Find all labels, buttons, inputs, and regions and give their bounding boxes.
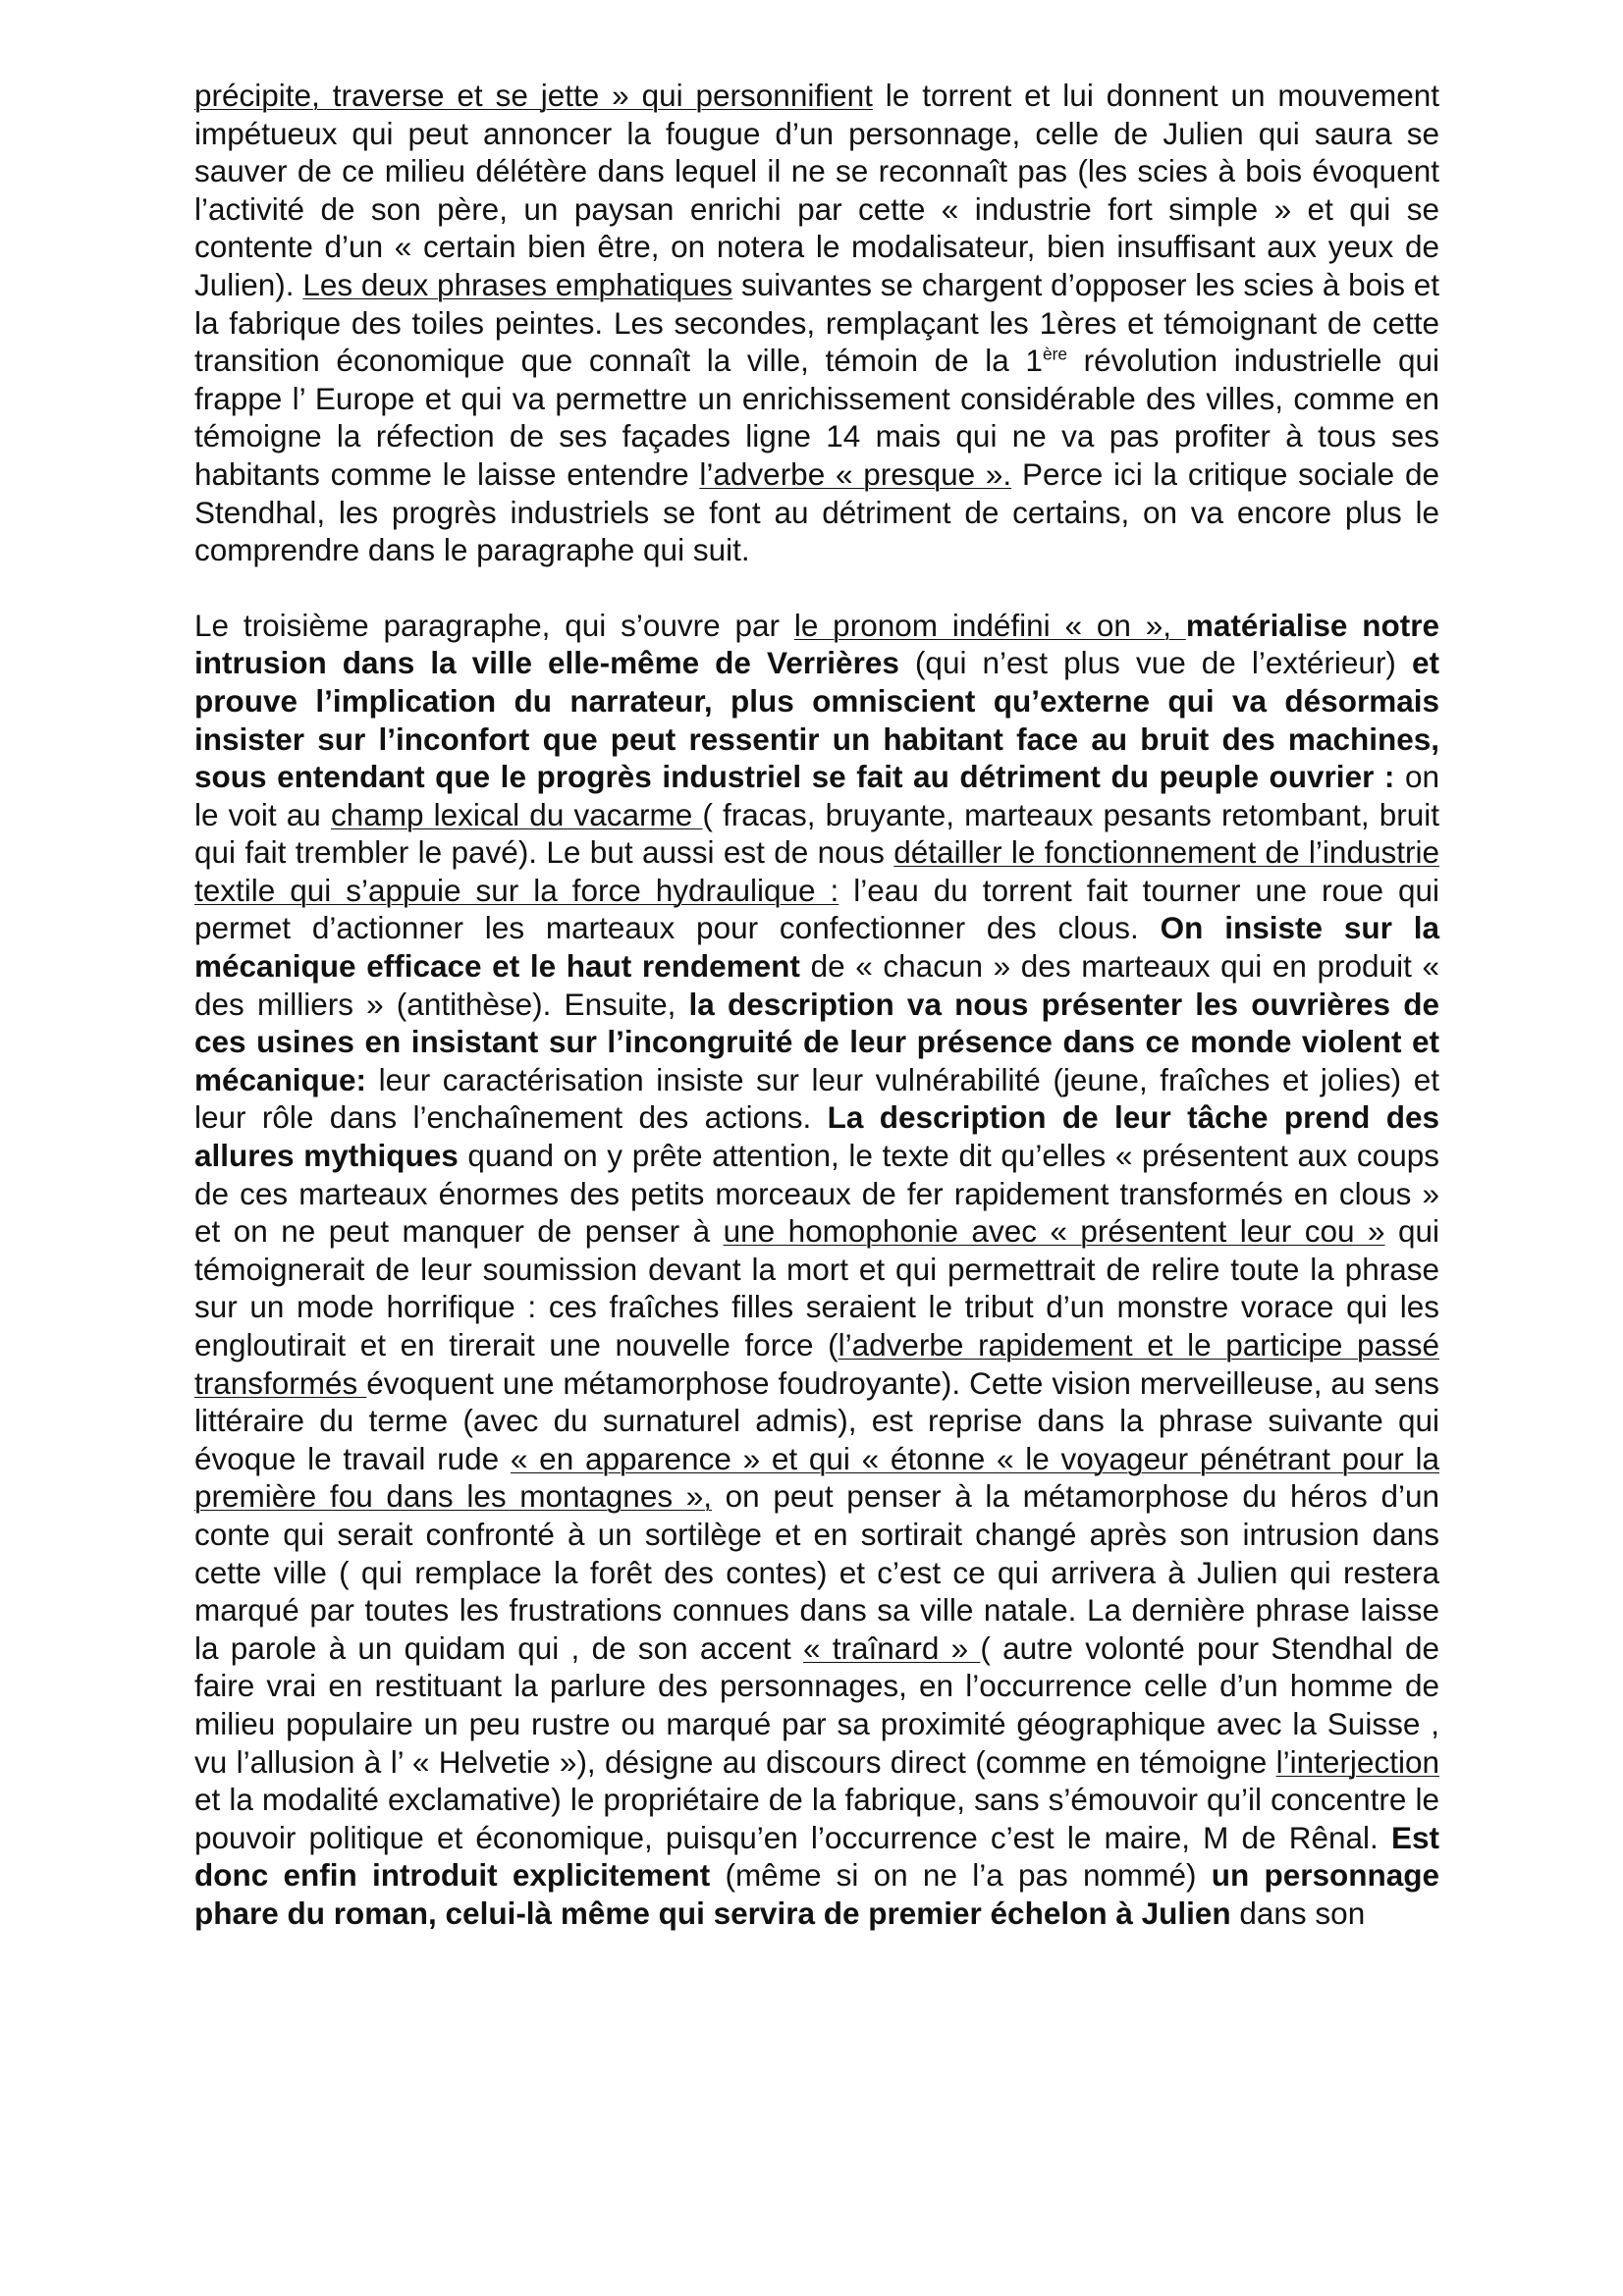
text-run: suivantes se chargent d’opposer les scies à bois et la fabrique des toiles peintes. Les secondes, remplaçant les 1ères et témoignant de cette transition économique que connaît la ville, témoin de la 1 [194,266,1439,379]
bold-text: matérialise notre intrusion dans la ville elle-même de Verrières [194,607,1440,681]
paragraph-2 [194,607,1439,1933]
bold-text: un personnage phare du roman, celui-là même qui servira de premier échelon à Julien [194,1857,1439,1931]
underlined-text: l’adverbe « presque ». [699,455,1012,492]
text-run: l’eau du torrent fait tourner une roue qui permet d’actionner les marteaux pour confectionner des clous. [194,872,1439,946]
text-run: révolution industrielle qui frappe l’ Europe et qui va permettre un enrichissement considérable des villes, comme en témoigne la réfection de ses façades ligne 14 mais qui ne va pas profiter à tous ses habitants comme le laisse entendre [194,343,1439,492]
underlined-text: l’adverbe rapidement et le participe passé transformés [194,1327,1440,1401]
text-run: Le troisième paragraphe, qui s’ouvre par [194,607,794,643]
text-run: on le voit au [194,759,1439,832]
text-run: de « chacun » des marteaux qui en produit « des milliers » (antithèse). Ensuite, [194,948,1440,1022]
bold-text: et prouve l’implication du narrateur, plus omniscient qu’externe qui va désormais insister sur l’inconfort que peut ressentir un habitant face au bruit des machines, sous entendant que le progrès industriel se fait au détriment du peuple ouvrier : [194,645,1439,795]
text-run: qui témoignerait de leur soumission devant la mort et qui permettrait de relire toute la phrase sur un mode horrifique : ces fraîches filles seraient le tribut d’un monstre vorace qui les engloutirait et en tirerait une nouvelle force ( [194,1213,1439,1362]
underlined-text: champ lexical du vacarme [330,796,703,832]
text-run: Perce ici la critique sociale de Stendhal, les progrès industriels se font au détriment de certains, on va encore plus le comprendre dans le paragraphe qui suit. [194,455,1439,568]
text-run: et la modalité exclamative) le propriétaire de la fabrique, sans s’émouvoir qu’il concentre le pouvoir politique et économique, puisqu’en l’occurrence c’est le maire, M de Rênal. [194,1782,1439,1855]
text-run: (qui n’est plus vue de l’extérieur) [898,645,1412,681]
superscript-text: ère [1042,344,1067,364]
text-run: on peut penser à la métamorphose du héros d’un conte qui serait confronté à un sortilège et en sortirait changé après son intrusion dans cette ville ( qui remplace la forêt des contes) et c’est ce qui arrivera à Julien qui restera marqué par toutes les frustrations connues dans sa ville natale. La dernière phrase laisse la parole à un quidam qui , de son accent [194,1478,1440,1666]
underlined-text: « en apparence » et qui « étonne « le voyageur pénétrant pour la première fou dans les montagnes », [194,1440,1439,1515]
bold-text: On insiste sur la mécanique efficace et le haut rendement [194,910,1439,985]
underlined-text: détailler le fonctionnement de l’industrie textile qui s’appuie sur la force hydraulique : [194,834,1439,908]
text-run: évoquent une métamorphose foudroyante). Cette vision merveilleuse, au sens littéraire du terme (avec du surnaturel admis), est reprise dans la phrase suivante qui évoque le travail rude [194,1364,1439,1476]
text-run: leur caractérisation insiste sur leur vulnérabilité (jeune, fraîches et jolies) et leur rôle dans l’enchaînement des actions. [194,1061,1439,1136]
bold-text: Est donc enfin introduit explicitement [194,1819,1439,1894]
text-run: ( fracas, bruyante, marteaux pesants retombant, bruit qui fait trembler le pavé). Le but aussi est de nous [194,796,1439,871]
text-run: (même si on ne l’a pas nommé) [710,1857,1212,1894]
text-run: quand on y prête attention, le texte dit qu’elles « présentent aux coups de ces marteaux énormes des petits morceaux de fer rapidement transformés en clous » et on ne peut manquer de penser à [194,1138,1439,1250]
underlined-text: Les deux phrases emphatiques [302,266,733,302]
underlined-text: précipite, traverse et se jette » qui personnifient [194,78,873,113]
paragraph-1 [194,77,1439,569]
underlined-text: une homophonie avec « présentent leur cou » [723,1213,1385,1250]
text-run: ( autre volonté pour Stendhal de faire vrai en restituant la parlure des personnages, en l’occurrence celle d’un homme de milieu populaire un peu rustre ou marqué par sa proximité géographique avec la Suisse , vu l’allusion à l’ « Helvetie »), désigne au discours direct (comme en témoigne [194,1629,1440,1780]
underlined-text: « traînard » [803,1629,981,1666]
text-run: le torrent et lui donnent un mouvement impétueux qui peut annoncer la fougue d’un personnage, celle de Julien qui saura se sauver de ce milieu délétère dans lequel il ne se reconnaît pas (les scies à bois évoquent l’activité de son père, un paysan enrichi par cette « industrie fort simple » et qui se contente d’un « certain bien être, on notera le modalisateur, bien insuffisant aux yeux de Julien). [194,78,1439,302]
underlined-text: le pronom indéfini « on », [793,607,1186,643]
underlined-text: l’interjection [1275,1743,1439,1780]
bold-text: La description de leur tâche prend des allures mythiques [194,1099,1439,1174]
document-page [194,77,1439,1933]
bold-text: la description va nous présenter les ouvrières de ces usines en insistant sur l’incongruité de leur présence dans ce monde violent et mécanique: [194,986,1440,1097]
text-run: dans son [1230,1895,1366,1931]
